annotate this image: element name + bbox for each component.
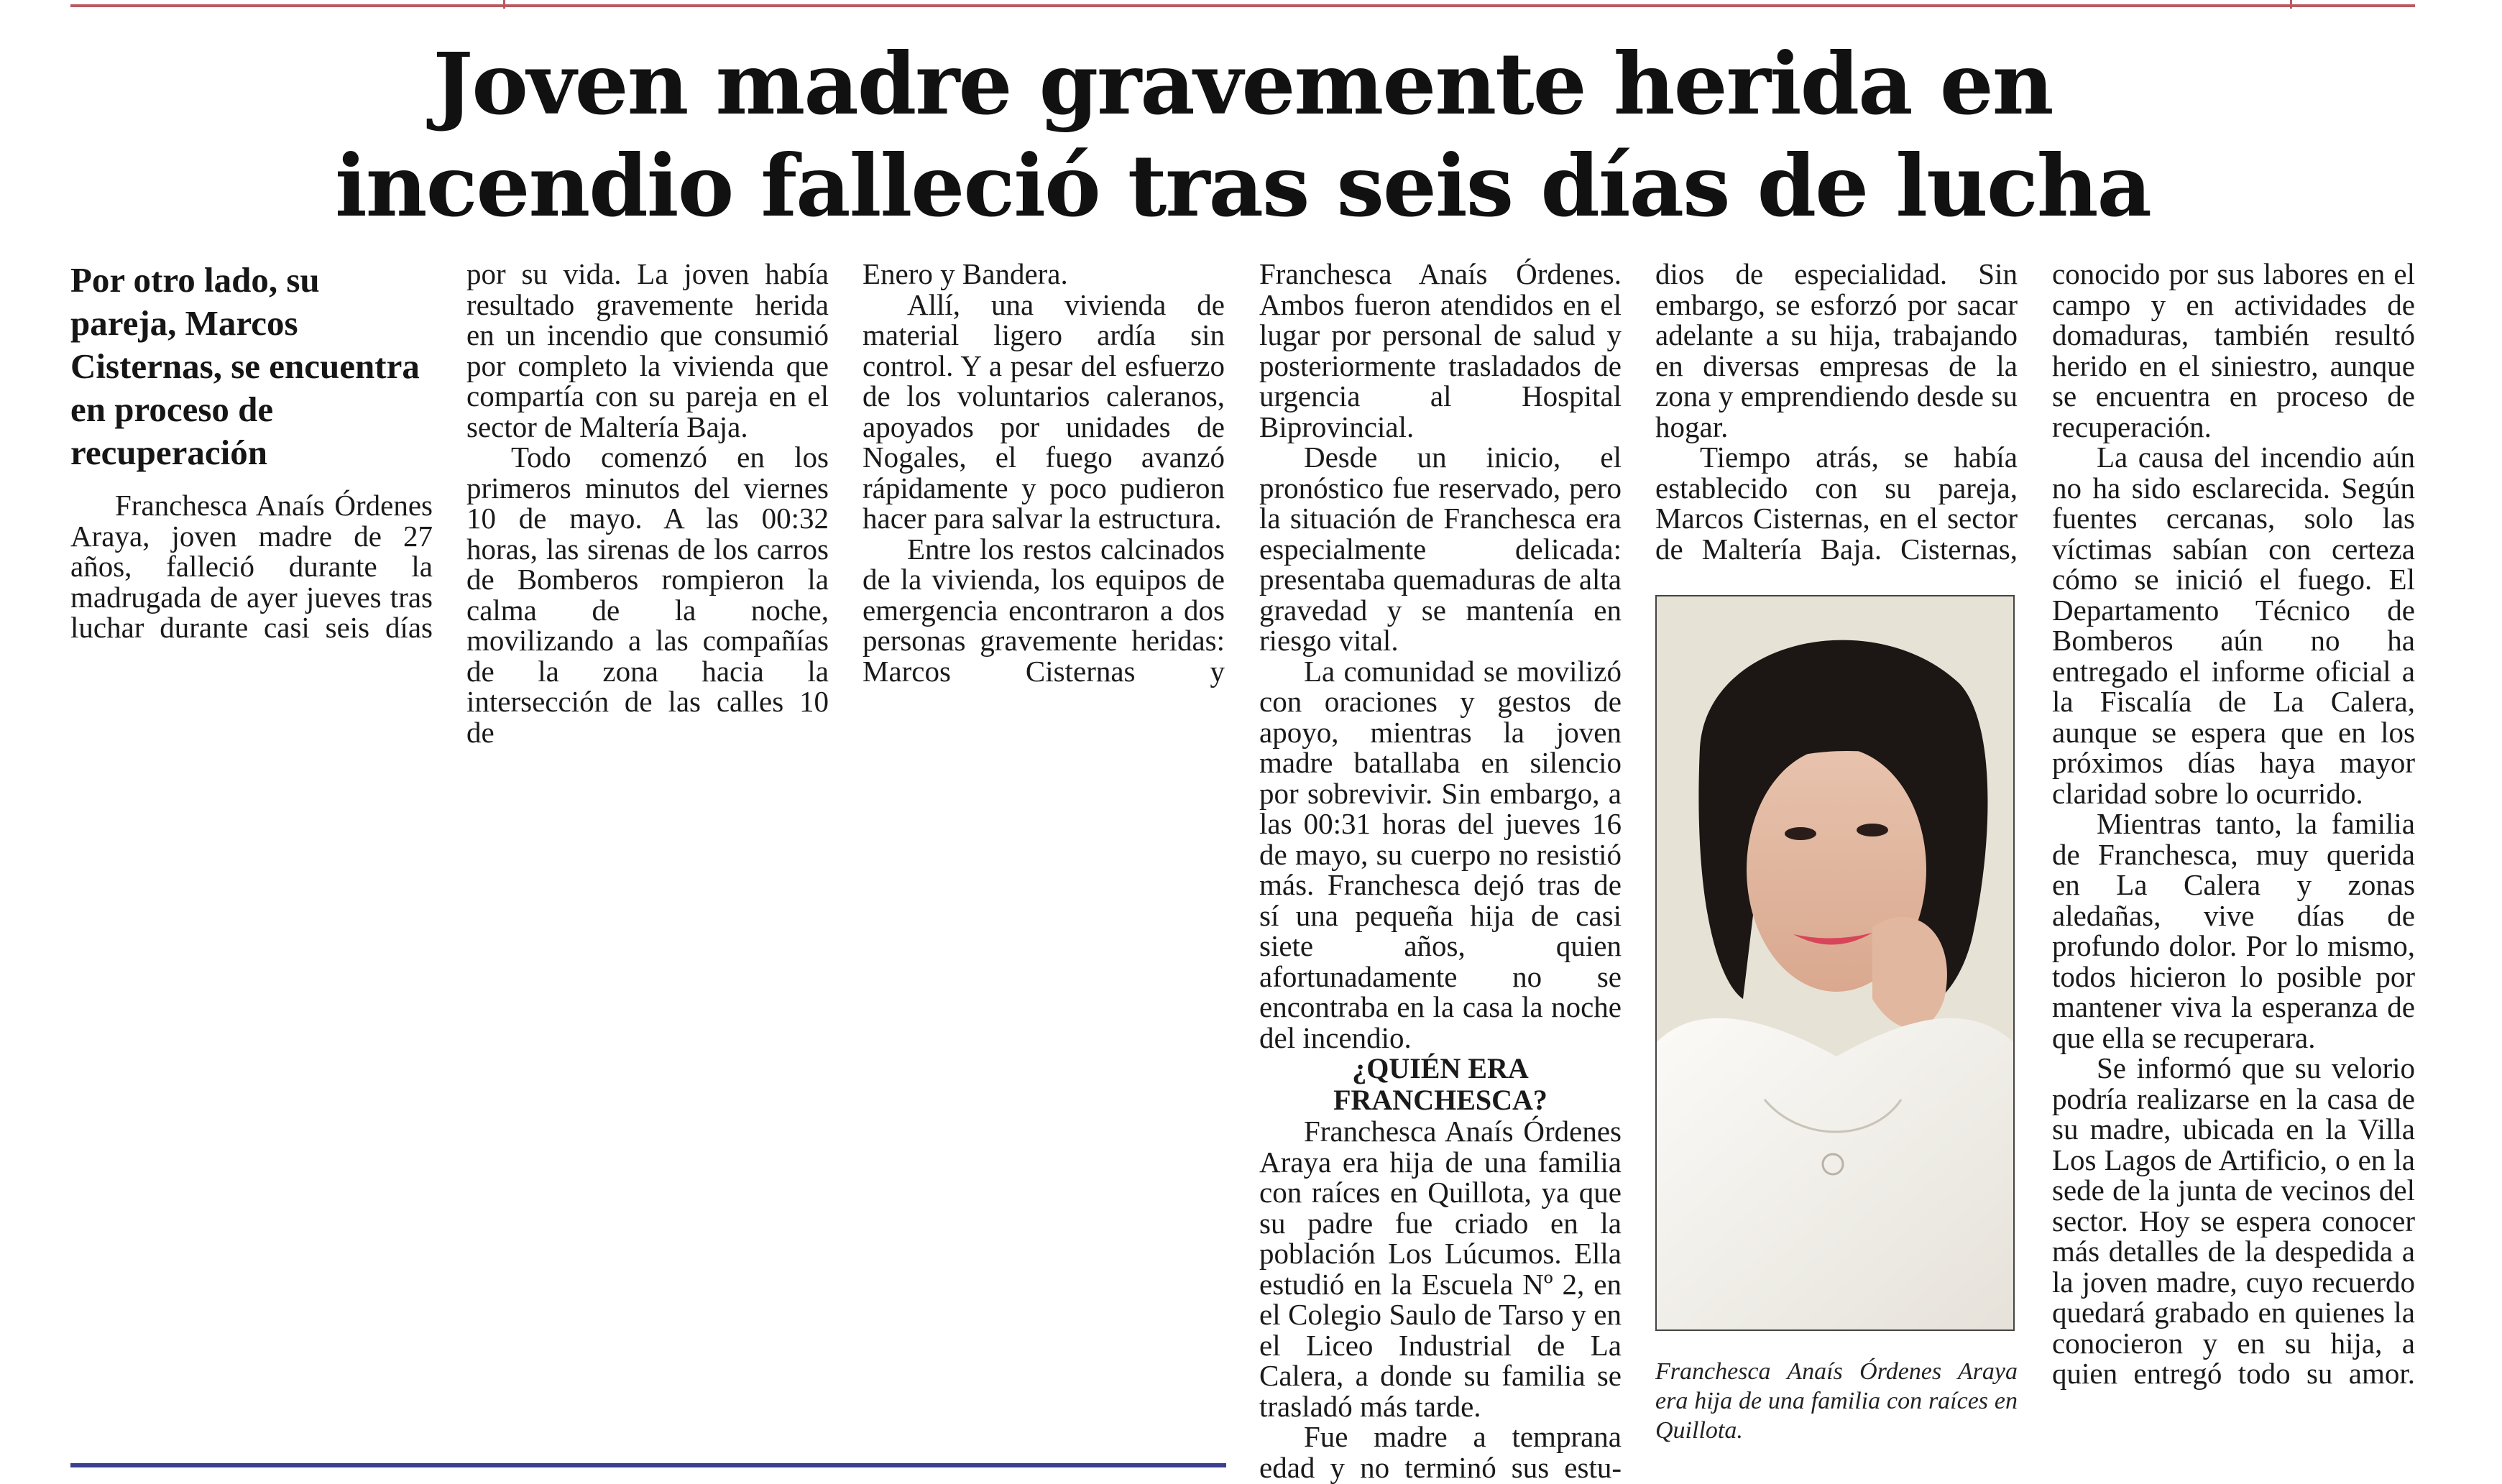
- article-column-1: [70, 259, 433, 643]
- paragraph: Franchesca Anaís Órdenes. Ambos fueron atendidos en el lugar por personal de salud y posteriormente trasladados de urgencia al Hospital Biprovincial.: [1259, 257, 1622, 443]
- paragraph: Franchesca Anaís Órdenes Araya era hija de una familia con raíces en Quillota, ya que su padre fue criado en la población Los Lúcumos. Ella estudió en la Escuela Nº 2, en el Colegio Saulo de Tarso y en el Liceo Industrial de La Calera, a donde su familia se trasladó más tarde.: [1259, 1115, 1622, 1423]
- paragraph: Franchesca Anaís Órdenes Araya, joven madre de 27 años, falleció durante la madrugada de ayer jueves tras luchar durante casi seis días: [70, 489, 433, 644]
- article-column-2: [466, 259, 829, 747]
- photo-caption: Franchesca Anaís Órdenes Araya era hija de una familia con raíces en Quillota.: [1655, 1358, 2018, 1444]
- paragraph: Todo comenzó en los primeros minutos del viernes 10 de mayo. A las 00:32 horas, las sirenas de los carros de Bomberos rompieron la calma de la noche, movilizando a las compañías de la zona hacia la intersección de las calles 10 de: [466, 441, 829, 749]
- paragraph: La causa del incendio aún no ha sido esclarecida. Según fuentes cercanas, solo las víctimas sabían con certeza cómo se inició el fuego. El Departamento Técnico de Bomberos aún no ha entregado el informe oficial a la Fiscalía de La Calera, aunque se espera que en los próximos días haya mayor claridad sobre lo ocurrido.: [2052, 441, 2415, 810]
- article-column-4: [1259, 259, 1622, 1483]
- article-column-6: [2052, 259, 2415, 1389]
- portrait-photo: [1655, 595, 2015, 1331]
- section-heading: ¿QUIÉN ERA FRANCHESCA?: [1333, 1052, 1547, 1116]
- paragraph: Allí, una vivienda de material ligero ardía sin control. Y a pesar del esfuerzo de los voluntarios caleranos, apoyados por unidades de Nogales, el fuego avanzó rápidamente y poco pudieron hacer para salvar la estructura.: [863, 287, 1225, 535]
- paragraph: dios de especialidad. Sin embargo, se esforzó por sacar adelante a su hija, trabajando en diversas empresas de la zona y emprendiendo desde su hogar.: [1655, 257, 2018, 443]
- paragraph: Tiempo atrás, se había establecido con su pareja, Marcos Cisternas, en el sector de Maltería Baja. Cisternas,: [1655, 441, 2018, 566]
- headline-line-2: incendio falleció tras seis días de lucha: [334, 136, 2151, 236]
- top-rule-tick: [2290, 0, 2292, 9]
- paragraph: Enero y Bandera.: [863, 257, 1068, 290]
- headline-line-1: Joven madre gravemente herida en: [433, 34, 2053, 134]
- article-column-3: [863, 259, 1225, 686]
- paragraph: Se informó que su velorio podría realizarse en la casa de su madre, ubicada en la Villa Los Lagos de Artificio, o en la sede de la junta de vecinos del sector. Hoy se espera conocer más detalles de la despedida a la joven madre, cuyo recuerdo quedará grabado en quienes la conocieron y en su hija, a quien entregó todo su amor.: [2052, 1051, 2415, 1390]
- paragraph: Fue madre a temprana edad y no terminó sus estu-: [1259, 1420, 1622, 1484]
- bottom-rule: [70, 1463, 1226, 1467]
- top-rule-tick: [503, 0, 505, 9]
- paragraph: Mientras tanto, la familia de Franchesca, muy querida en La Calera y zonas aledañas, vive días de profundo dolor. Por lo mismo, todos hicieron lo posible por mantener viva la esperanza de que ella se recuperara.: [2052, 807, 2415, 1054]
- paragraph: La comunidad se movilizó con oraciones y gestos de apoyo, mientras la joven madre batallaba en silencio por sobrevivir. Sin embargo, a las 00:31 horas del jueves 16 de mayo, su cuerpo no resistió más. Franchesca dejó tras de sí una pequeña hija de casi siete años, quien afortunadamente no se encontraba en la casa la noche del incendio.: [1259, 654, 1622, 1054]
- paragraph: conocido por sus labores en el campo y en actividades de domaduras, también resultó herido en el siniestro, aunque se encuentra en proceso de recuperación.: [2052, 257, 2415, 443]
- paragraph: por su vida. La joven había resultado gravemente herida en un incendio que consumió por completo la vivienda que compartía con su pareja en el sector de Maltería Baja.: [466, 257, 829, 443]
- subheadline: Por otro lado, su pareja, Marcos Cisternas, se encuentra en proceso de recuperación: [70, 260, 420, 472]
- portrait-illustration: [1657, 596, 2013, 1329]
- paragraph: Entre los restos calcinados de la vivienda, los equipos de emergencia encontraron a dos personas gravemente heridas: Marcos Cisternas y: [863, 532, 1225, 688]
- article-column-5: [1655, 259, 2018, 564]
- headline: [70, 33, 2415, 237]
- top-rule: [70, 4, 2415, 7]
- paragraph: Desde un inicio, el pronóstico fue reservado, pero la situación de Franchesca era especialmente delicada: presentaba quemaduras de alta gravedad y se mantenía en riesgo vital.: [1259, 441, 1622, 657]
